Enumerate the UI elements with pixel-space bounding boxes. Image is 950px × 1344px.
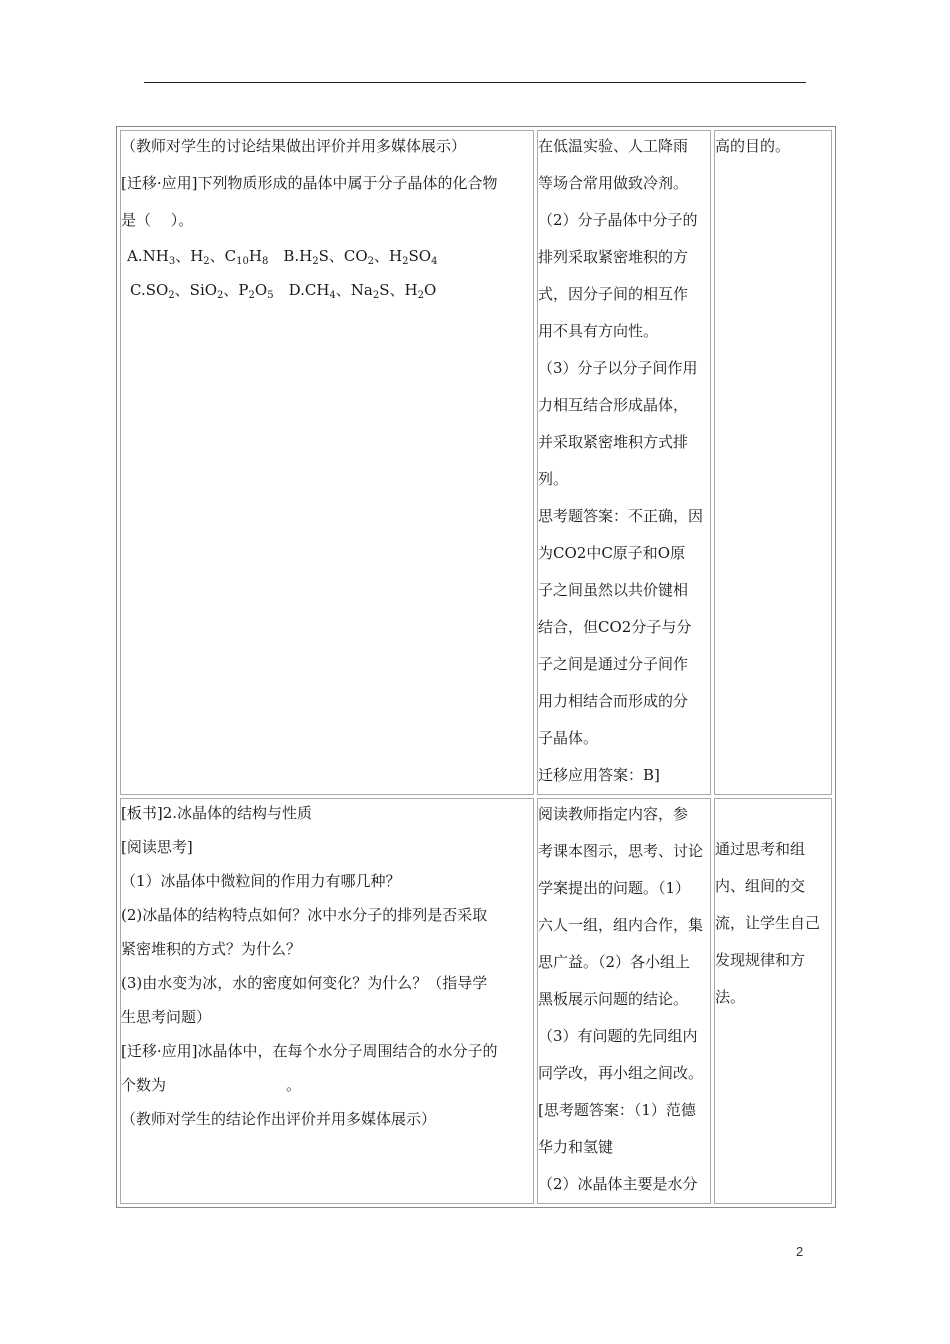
text-line: 式，因分子间的相互作: [538, 285, 689, 303]
design-intent-cell: [714, 130, 832, 795]
text-line: 力相互结合形成晶体，: [538, 396, 689, 414]
text-line: 子之间虽然以共价键相: [538, 581, 689, 599]
text-line: 同学改，再小组之间改。: [538, 1064, 704, 1082]
text-line: 为CO2中C原子和O原: [538, 544, 686, 562]
text-line: 学案提出的问题。（1）: [538, 879, 691, 897]
page-number: 2: [796, 1244, 804, 1259]
option-c-d: $C.SO_2$、SiO$_2$、$P_2O_5$ $D.CH_4$、$Na_2S$、$H_2O$: [130, 281, 437, 301]
board-heading: [板书]2.冰晶体的结构与性质: [121, 804, 313, 822]
transfer-question-cont: 是（ ）。: [121, 211, 194, 229]
text-line: 个数为 。: [121, 1076, 302, 1094]
text-line: 子之间是通过分子间作: [538, 655, 689, 673]
text-line: 生思考问题）: [121, 1008, 212, 1026]
text-line: 思考题答案：不正确，因: [538, 507, 704, 525]
text-line: （教师对学生的结论作出评价并用多媒体展示）: [121, 1110, 437, 1128]
text-line: 紧密堆积的方式？为什么？: [121, 940, 302, 958]
text-line: [迁移·应用]冰晶体中，在每个水分子周围结合的水分子的: [121, 1042, 498, 1060]
text-line: （2）冰晶体主要是水分: [538, 1175, 698, 1193]
text-line: 迁移应用答案：B]: [538, 766, 660, 784]
lesson-plan-table: [116, 126, 836, 1208]
teacher-activity-cell: [120, 798, 534, 1204]
table-row: [120, 798, 832, 1204]
text-line: [阅读思考]: [121, 838, 193, 856]
text-line: （3）分子以分子间作用: [538, 359, 698, 377]
text-line: 黑板展示问题的结论。: [538, 990, 689, 1008]
text-line: （2）分子晶体中分子的: [538, 211, 698, 229]
text-line: 思广益。（2）各小组上: [538, 953, 691, 971]
text-line: 六人一组，组内合作，集: [538, 916, 704, 934]
table-row: [120, 130, 832, 795]
text-line: 发现规律和方: [715, 951, 806, 969]
student-activity-cell: [537, 130, 711, 795]
design-intent-cell: [714, 798, 832, 1204]
text-line: 考课本图示，思考、讨论: [538, 842, 704, 860]
option-a-b: $A.NH_3$、$H_2$、$C_{10}H_8$ $B.H_2S$、$CO_2$、$H_2SO_4$: [127, 247, 438, 267]
text-line: 流，让学生自己: [715, 914, 821, 932]
text-line: （1）冰晶体中微粒间的作用力有哪几种？: [121, 872, 401, 890]
text-line: 通过思考和组: [715, 840, 806, 858]
text-line: 用不具有方向性。: [538, 322, 659, 340]
text-line: [思考题答案：（1）范德: [538, 1101, 696, 1119]
student-activity-cell: [537, 798, 711, 1204]
text-line: 华力和氢键: [538, 1138, 614, 1156]
text-line: (2)冰晶体的结构特点如何？冰中水分子的排列是否采取: [121, 906, 488, 924]
text-line: 子晶体。: [538, 729, 599, 747]
transfer-question: [迁移·应用]下列物质形成的晶体中属于分子晶体的化合物: [121, 174, 498, 192]
text-line: 结合，但CO2分子与分: [538, 618, 692, 636]
eval-note: （教师对学生的讨论结果做出评价并用多媒体展示）: [121, 137, 467, 155]
header-rule: [144, 82, 806, 83]
text-line: 阅读教师指定内容，参: [538, 805, 689, 823]
text-line: 等场合常用做致冷剂。: [538, 174, 689, 192]
text-line: 并采取紧密堆积方式排: [538, 433, 689, 451]
text-line: 在低温实验、人工降雨: [538, 137, 689, 155]
text-line: (3)由水变为冰，水的密度如何变化？为什么？（指导学: [121, 974, 488, 992]
text-line: （3）有问题的先同组内: [538, 1027, 698, 1045]
teacher-activity-cell: [120, 130, 534, 795]
text-line: 法。: [715, 988, 746, 1006]
text-line: 排列采取紧密堆积的方: [538, 248, 689, 266]
text-line: 列。: [538, 470, 569, 488]
text-line: 内、组间的交: [715, 877, 806, 895]
text-line: 用力相结合而形成的分: [538, 692, 689, 710]
text-line: 高的目的。: [715, 137, 791, 155]
